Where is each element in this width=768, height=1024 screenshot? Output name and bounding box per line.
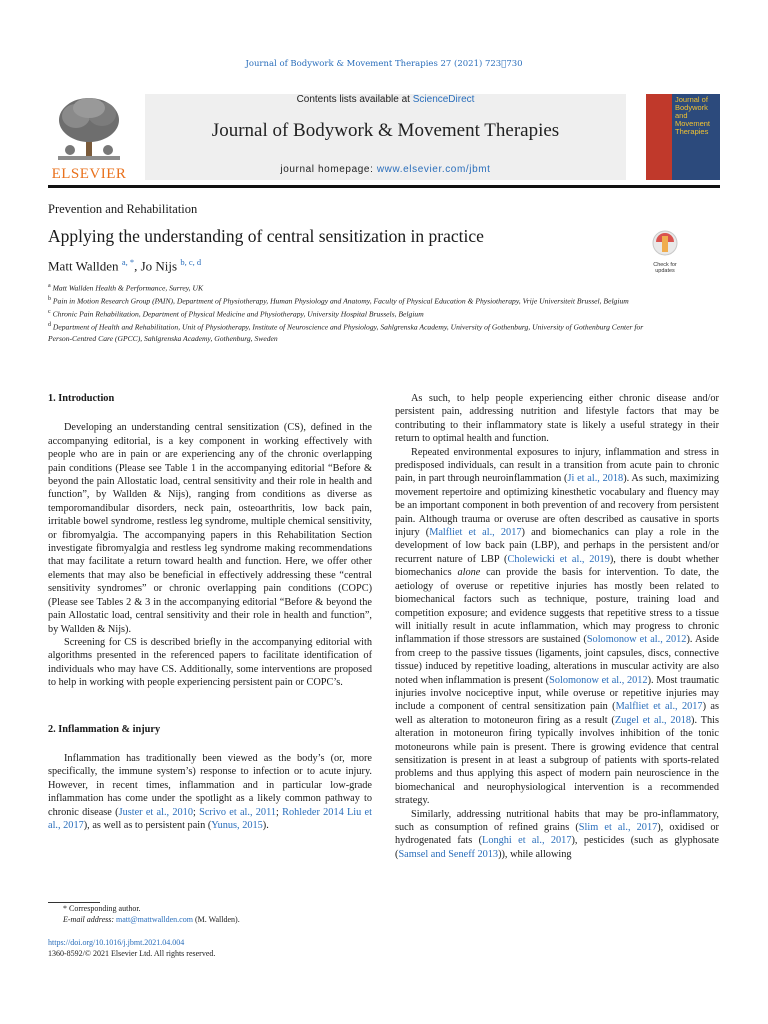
text-run: Repeated environmental exposures to injury, inflammation and stress in predisposed individuals, can result in a transition from acute pain to chronic pain, in part through neuroinflammation ( (395, 446, 719, 485)
affiliation-item (48, 281, 648, 294)
text-run: ). Most traumatic injuries involve nociceptive input, while overuse or repetitive injuries may include a component of central sensitization pain ( (395, 674, 719, 713)
affiliation-marker: d (48, 322, 51, 329)
emphasis-text: alone (457, 567, 481, 579)
check-for-updates-badge[interactable] (646, 230, 684, 274)
contents-line (145, 94, 626, 105)
affiliation-item (48, 320, 648, 345)
section-heading: 1. Introduction (48, 393, 115, 404)
author-list (48, 257, 201, 274)
affiliation-item (48, 307, 648, 320)
text-run: ). Aside from creep to the passive tissues (ligaments, joint capsules, discs, connective tissue) induced by repetitive loading, alterations in muscular activity are also noted when inflammation is present ( (395, 634, 719, 686)
text-run: ; (276, 806, 283, 818)
affiliation-marker: a (48, 283, 51, 289)
citation-link[interactable]: Solomonow et al., 2012 (586, 634, 687, 646)
text-run: Similarly, addressing nutritional habits that may be pro-inflammatory, such as consumption of refined grains ( (395, 808, 719, 833)
affiliation-marker: c (48, 309, 51, 316)
sciencedirect-link[interactable]: ScienceDirect (412, 94, 475, 105)
citation-link[interactable]: Cholewicki et al., 2019 (507, 553, 610, 565)
author-affiliation-marker[interactable]: a, * (121, 257, 135, 267)
text-run: can provide the basis for intervention. To date, the aetiology of overuse or repetitive injuries has mostly been related to biomechanical factors such as technique, posture, training load and competition exposure; and evidence suggests that repetitive stress to a tissue will initially result in acute inflammation, which may progress to chronic inflammation if those stressors are sustained ( (395, 567, 719, 646)
crossmark-icon (646, 230, 684, 258)
citation-link[interactable]: Slim et al., 2017 (578, 822, 658, 833)
header-divider (48, 185, 720, 188)
text-run: )), while allowing (498, 848, 572, 860)
cover-stripe (646, 94, 672, 180)
email-link[interactable]: matt@mattwallden.com (116, 915, 193, 924)
affiliation-text: Department of Health and Rehabilitation, Unit of Physiotherapy, Institute of Neuroscience and Physiology, Sahlgrenska Academy, University of Gothenburg, University of Gothenburg Center for Person-Centred Care (GPCC), Sahlgrenska Academy, Gothenburg, Sweden (48, 322, 644, 344)
text-run: ). (262, 819, 269, 831)
text-run: ), there is doubt whether biomechanics (395, 553, 719, 579)
text-run: ). This alteration in motoneuron firing typically involves inhibition of the tonic motoneurons while pain is present. There is growing evidence that central sensitization is present in at least a subgroup of patients with sports-related problems and thus applying this aspect of modern pain neuroscience in the biomechanical and neurophysiological intervention is a recommended strategy. (395, 714, 719, 807)
journal-banner (145, 94, 626, 180)
doi-link[interactable]: https://doi.org/10.1016/j.jbmt.2021.04.004 (48, 938, 185, 947)
journal-cover-thumbnail[interactable] (646, 94, 720, 180)
contents-prefix: Contents lists available at (296, 94, 413, 105)
section-heading: 2. Inflammation & injury (48, 723, 161, 735)
homepage-prefix: journal homepage: (280, 164, 377, 175)
affiliation-text: Chronic Pain Rehabilitation, Department of Physical Medicine and Physiotherapy, University Hospital Brussels, Belgium (52, 309, 424, 319)
doi-block (48, 937, 215, 959)
paragraph (48, 752, 372, 832)
email-suffix: (M. Wallden). (192, 915, 240, 924)
text-run: Inflammation has traditionally been viewed as the body’s (or, more specifically, the immune system’s) response to infection or to acute injury. However, in recent times, inflammation and in particular low-grade inflammation has come under the spotlight as a likely common pathway to chronic disease ( (48, 752, 372, 818)
text-run: ), oxidised or hydrogenated fats ( (395, 822, 719, 847)
corresponding-author-note: * Corresponding author. (63, 904, 141, 913)
journal-title: Journal of Bodywork & Movement Therapies (211, 120, 560, 141)
journal-citation-line[interactable]: Journal of Bodywork & Movement Therapies 27 (2021) 723 730 (245, 59, 523, 69)
text-run: ). As such, maximizing movement repertoire and optimizing kinesthetic vocabulary and fluency may be an important component in both prevention of and recovery from persistent pain. Although trauma or overuse are often described as causative in sports injury ( (395, 473, 719, 539)
paragraph: Screening for CS is described briefly in the accompanying editorial with algorithms presented in the referenced papers to facilitate identification of individuals who may have CS. Additionally, some interventions are proposed to help in working with people experiencing persistent pain or COPC’s. (48, 636, 372, 689)
author-affiliation-marker[interactable]: b, c, d (180, 257, 202, 267)
publisher-logo-text[interactable]: ELSEVIER (51, 166, 127, 182)
paragraph: Developing an understanding central sensitization (CS), defined in the accompanying editorial, is a key component in working effectively with people who are in pain or are experiencing any of the chronic overlapping pain conditions (Please see Table 1 in the accompanying editorial “Before & beyond the pain Allostatic load, central sensitivity and their role in health and function”, by Wallden & Nijs), ranging from conditions as diverse as temporomandibular disorders, neck pain, osteoarthritis, low back pain, irritable bowel syndrome, restless leg syndrome, multiple chemical sensitivity, or fibromyalgia. The accompanying papers in this Rehabilitation Section investigate fibromyalgia and restless leg syndrome making recommendations that may facilitate a return toward health and function. Here, we offer other elements that may also be beneficial in effectively addressing these “central sensitivity syndromes” or chronic overlapping pain conditions (COPC) (Please see Tables 2 & 3 in the accompanying editorial “Before & beyond the pain Allostatic load, central sensitivity and their role in health and function”, by Wallden & Nijs). (48, 422, 372, 635)
journal-header (48, 94, 720, 180)
author-name: Matt Wallden (48, 258, 119, 274)
affiliation-marker: b (48, 296, 51, 303)
paragraph (395, 446, 719, 808)
homepage-link[interactable]: www.elsevier.com/jbmt (376, 164, 491, 175)
affiliation-text: Pain in Motion Research Group (PAIN), Department of Physiotherapy, Human Physiology and Anatomy, Faculty of Physical Education & Physiotherapy, Vrije Universiteit Brussel, Belgium (52, 296, 629, 306)
author-separator: , (134, 258, 141, 274)
citation-link[interactable]: Longhi et al., 2017 (482, 835, 572, 847)
citation-link[interactable]: Malfliet et al., 2017 (429, 527, 522, 539)
footnotes (48, 903, 240, 925)
homepage-line (145, 164, 626, 175)
paragraph (395, 808, 719, 862)
citation-link[interactable]: Zugel et al., 2018 (614, 714, 692, 726)
citation-link[interactable]: Juster et al., 2010 (118, 806, 193, 818)
article-section: Prevention and Rehabilitation (48, 202, 198, 216)
email-note (48, 914, 240, 925)
text-run: ), as well as to persistent pain ( (83, 819, 212, 831)
cover-title: Journal of Bodywork and Movement Therapies (675, 95, 711, 136)
author-name: Jo Nijs (140, 258, 178, 274)
text-run: ), pesticides (such as glyphosate ( (395, 835, 719, 860)
right-column (395, 392, 719, 861)
text-run: ; (192, 806, 200, 818)
affiliation-item (48, 294, 648, 307)
text-run: ) as well as alteration to motoneuron firing as a result ( (395, 701, 719, 726)
left-column (48, 392, 372, 832)
citation-link[interactable]: Samsel and Seneff 2013 (398, 848, 499, 860)
affiliation-text: Matt Wallden Health & Performance, Surrey, UK (52, 283, 204, 293)
citation-link[interactable]: Scrivo et al., 2011 (199, 806, 277, 818)
affiliations (48, 281, 648, 345)
paragraph: As such, to help people experiencing either chronic disease and/or persistent pain, addressing nutrition and lifestyle factors that may be contributing to their inflammatory state is likely a useful strategy in their return to optimal health and function. (395, 393, 719, 445)
crossmark-label: Check for updates (653, 262, 677, 274)
citation-link[interactable]: Ji et al., 2018 (567, 473, 624, 485)
article-title: Applying the understanding of central sensitization in practice (48, 226, 484, 246)
copyright-line: 1360-8592/© 2021 Elsevier Ltd. All rights reserved. (48, 949, 216, 958)
citation-link[interactable]: Solomonow et al., 2012 (549, 674, 648, 686)
text-run: ) and biomechanics can play a role in the development of low back pain (LBP), and perhaps in the persistent and/or recurrent nature of LBP ( (395, 527, 719, 565)
email-label: E-mail address: (63, 915, 117, 924)
citation-link[interactable]: Malfliet et al., 2017 (615, 701, 703, 713)
citation-link[interactable]: Rohleder 2014 Liu et al., 2017 (48, 806, 372, 831)
citation-link[interactable]: Yunus, 2015 (211, 819, 263, 831)
